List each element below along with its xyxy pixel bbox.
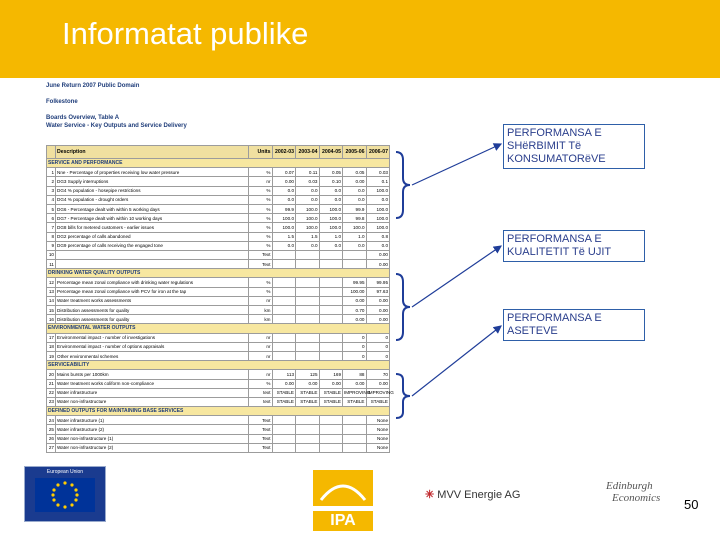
table-cell: [272, 425, 296, 434]
table-cell: %: [249, 186, 273, 195]
table-cell: IMPROVING: [366, 388, 390, 397]
table-row: [47, 397, 390, 406]
table-cell: 1.0: [343, 232, 367, 241]
table-cell: nr: [249, 370, 273, 379]
title-banner: [0, 0, 720, 78]
table-cell: Text: [249, 416, 273, 425]
table-cell: STABLE: [296, 397, 320, 406]
table-cell: [296, 342, 320, 351]
table-row: [47, 370, 390, 379]
table-row: [47, 425, 390, 434]
table-cell: [319, 250, 343, 259]
table-cell: [296, 315, 320, 324]
table-cell: 113: [272, 370, 296, 379]
table-cell: 0: [366, 333, 390, 342]
table-cell: STABLE: [272, 388, 296, 397]
table-cell: 4: [47, 195, 56, 204]
table-cell: 13: [47, 287, 56, 296]
table-row: [47, 306, 390, 315]
table-row: [47, 241, 390, 250]
table-cell: [343, 434, 367, 443]
table-cell: %: [249, 278, 273, 287]
table-cell: STABLE: [319, 397, 343, 406]
table-cell: [319, 351, 343, 360]
table-row: [47, 195, 390, 204]
section-title: SERVICEABILITY: [47, 361, 390, 370]
table-cell: 1.0: [319, 232, 343, 241]
table-cell: 0.0: [343, 241, 367, 250]
table-cell: 0.00: [343, 315, 367, 324]
table-cell: [272, 315, 296, 324]
table-cell: DG4 % population - hosepipe restrictions: [56, 186, 249, 195]
table-cell: Text: [249, 260, 273, 269]
table-cell: 97.63: [366, 287, 390, 296]
table-cell: %: [249, 223, 273, 232]
table-cell: nr: [249, 351, 273, 360]
table-cell: 0.00: [343, 379, 367, 388]
table-row: [47, 296, 390, 305]
table-cell: 0.0: [319, 195, 343, 204]
table-cell: [343, 443, 367, 452]
table-cell: 88: [343, 370, 367, 379]
table-cell: None: [366, 434, 390, 443]
table-cell: 100.0: [296, 214, 320, 223]
table-cell: 0.00: [366, 296, 390, 305]
table-cell: Other environmental schemes: [56, 351, 249, 360]
table-cell: 0: [366, 342, 390, 351]
mvv-logo: [425, 488, 537, 508]
header-cell: 2003-04: [296, 146, 320, 159]
table-cell: Water non-infrastructure: [56, 397, 249, 406]
table-row: [47, 379, 390, 388]
table-cell: 0: [343, 342, 367, 351]
document-heading: June Return 2007 Public Domain: [46, 83, 140, 89]
mvv-star-icon: ✳: [425, 489, 435, 501]
table-cell: [296, 416, 320, 425]
table-cell: [319, 287, 343, 296]
table-cell: 100.0: [343, 223, 367, 232]
header-cell: 2002-03: [272, 146, 296, 159]
table-cell: 0.05: [319, 168, 343, 177]
table-cell: 10: [47, 250, 56, 259]
table-cell: [296, 351, 320, 360]
table-cell: 0.03: [366, 168, 390, 177]
table-cell: None: [366, 443, 390, 452]
table-cell: [272, 443, 296, 452]
eu-logo: [24, 466, 106, 522]
table-cell: Water infrastructure: [56, 388, 249, 397]
table-cell: [272, 260, 296, 269]
table-cell: [296, 278, 320, 287]
table-row: [47, 204, 390, 213]
table-cell: [319, 306, 343, 315]
header-cell: 2005-06: [343, 146, 367, 159]
table-cell: 99.95: [343, 278, 367, 287]
table-row: [47, 416, 390, 425]
table-cell: 0.00: [272, 379, 296, 388]
table-cell: 1: [47, 168, 56, 177]
table-cell: nr: [249, 333, 273, 342]
table-cell: [296, 333, 320, 342]
table-cell: STABLE: [296, 388, 320, 397]
section-title: SERVICE AND PERFORMANCE: [47, 159, 390, 168]
table-cell: Distribution assessments for quality: [56, 306, 249, 315]
table-cell: %: [249, 241, 273, 250]
table-cell: text: [249, 388, 273, 397]
arrow-service: [412, 144, 501, 185]
section-row: [47, 324, 390, 333]
table-cell: 100.0: [319, 223, 343, 232]
header-cell: Description: [56, 146, 249, 159]
table-cell: 23: [47, 397, 56, 406]
table-cell: [319, 278, 343, 287]
table-cell: 0.8: [366, 232, 390, 241]
table-cell: nr: [249, 177, 273, 186]
table-cell: [272, 306, 296, 315]
table-cell: 99.95: [366, 278, 390, 287]
table-cell: [319, 260, 343, 269]
table-cell: 100.0: [366, 223, 390, 232]
table-cell: 99.9: [343, 204, 367, 213]
table-cell: [296, 287, 320, 296]
table-cell: 0.0: [366, 195, 390, 204]
table-cell: 0.0: [343, 195, 367, 204]
table-cell: 22: [47, 388, 56, 397]
table-cell: 0.00: [366, 379, 390, 388]
kpi-table: [46, 145, 394, 453]
table-cell: 14: [47, 296, 56, 305]
table-cell: 100.0: [296, 204, 320, 213]
table-cell: [272, 333, 296, 342]
table-row: [47, 287, 390, 296]
slide-title: Informatat publike: [62, 16, 309, 51]
table-row: [47, 250, 390, 259]
table-cell: Environmental impact - number of investigations: [56, 333, 249, 342]
table-cell: [319, 333, 343, 342]
brace-quality: [394, 272, 412, 342]
callout-water-quality: PERFORMANSA E KUALITETIT Të UJIT: [503, 230, 645, 262]
table-subtitle: Water Service - Key Outputs and Service Delivery: [46, 123, 187, 129]
table-row: [47, 214, 390, 223]
table-cell: [343, 260, 367, 269]
table-cell: [343, 425, 367, 434]
table-cell: 100.0: [366, 214, 390, 223]
table-row: [47, 351, 390, 360]
arrow-quality: [412, 246, 501, 307]
table-cell: 17: [47, 333, 56, 342]
table-cell: [343, 250, 367, 259]
table-cell: [319, 443, 343, 452]
table-row: [47, 260, 390, 269]
embedded-document: [40, 80, 392, 466]
table-cell: [343, 416, 367, 425]
edinburgh-economics-logo: [590, 480, 672, 514]
page-number: 50: [684, 497, 699, 512]
table-row: [47, 232, 390, 241]
table-cell: 27: [47, 443, 56, 452]
section-row: [47, 159, 390, 168]
table-title: Boards Overview, Table A: [46, 115, 120, 121]
table-cell: Environmental impact - number of options appraisals: [56, 342, 249, 351]
table-cell: [319, 342, 343, 351]
table-cell: 125: [296, 370, 320, 379]
table-row: [47, 223, 390, 232]
table-cell: 3: [47, 186, 56, 195]
table-cell: 100.0: [366, 186, 390, 195]
table-cell: 6: [47, 214, 56, 223]
table-cell: [272, 342, 296, 351]
table-cell: 18: [47, 342, 56, 351]
table-cell: 99.9: [272, 204, 296, 213]
table-cell: 0.0: [319, 186, 343, 195]
table-cell: 0.00: [366, 306, 390, 315]
table-cell: 0.03: [296, 177, 320, 186]
mvv-label: MVV Energie AG: [437, 489, 521, 501]
table-cell: [272, 296, 296, 305]
table-cell: 0.00: [366, 260, 390, 269]
table-cell: 100.00: [343, 287, 367, 296]
table-cell: Water treatment works assessments: [56, 296, 249, 305]
table-cell: [296, 443, 320, 452]
table-cell: 70: [366, 370, 390, 379]
table-cell: 99.8: [343, 214, 367, 223]
table-cell: 100.0: [366, 204, 390, 213]
table-header-row: [47, 146, 390, 159]
eu-stars-icon: [25, 475, 105, 515]
table-cell: 1.5: [296, 232, 320, 241]
table-cell: 0.0: [272, 241, 296, 250]
table-cell: DG7 - Percentage dealt with within 10 working days: [56, 214, 249, 223]
table-cell: Water non-infrastructure (2): [56, 443, 249, 452]
table-row: [47, 333, 390, 342]
table-cell: 0.00: [366, 315, 390, 324]
table-cell: %: [249, 195, 273, 204]
header-cell: Units: [249, 146, 273, 159]
table-cell: 26: [47, 434, 56, 443]
table-cell: %: [249, 214, 273, 223]
table-cell: [319, 425, 343, 434]
table-row: [47, 278, 390, 287]
table-cell: [296, 250, 320, 259]
table-row: [47, 177, 390, 186]
table-cell: 1.5: [272, 232, 296, 241]
ipa-logo: [313, 470, 373, 529]
table-cell: 9: [47, 241, 56, 250]
table-row: [47, 168, 390, 177]
table-cell: 0: [366, 351, 390, 360]
brace-assets: [394, 372, 412, 420]
table-cell: 100.0: [319, 214, 343, 223]
table-cell: [296, 306, 320, 315]
table-cell: Percentage mean zonal compliance with drinking water regulations: [56, 278, 249, 287]
header-cell: 2006-07: [366, 146, 390, 159]
table-cell: 0.0: [272, 195, 296, 204]
table-cell: 0.00: [366, 250, 390, 259]
table-cell: 0.00: [319, 379, 343, 388]
header-cell: 2004-05: [319, 146, 343, 159]
table-cell: 0.0: [343, 186, 367, 195]
table-cell: 0.00: [343, 296, 367, 305]
section-row: [47, 269, 390, 278]
table-cell: 0.07: [272, 168, 296, 177]
table-cell: [56, 250, 249, 259]
table-cell: DG6 - Percentage dealt with within 5 working days: [56, 204, 249, 213]
table-cell: nr: [249, 296, 273, 305]
table-cell: [319, 296, 343, 305]
ipa-arc-icon: [313, 470, 373, 506]
table-cell: nr: [249, 342, 273, 351]
table-cell: 12: [47, 278, 56, 287]
table-cell: 0.10: [319, 177, 343, 186]
table-cell: Mains bursts per 1000km: [56, 370, 249, 379]
document-company: Folkestone: [46, 99, 78, 105]
table-cell: [272, 287, 296, 296]
table-cell: [272, 351, 296, 360]
eu-label: European Union: [46, 469, 84, 475]
table-cell: [319, 434, 343, 443]
table-cell: 0.00: [272, 177, 296, 186]
callout-service-performance: PERFORMANSA E SHëRBIMIT Të KONSUMATORëVE: [503, 124, 645, 169]
table-cell: %: [249, 204, 273, 213]
table-cell: Text: [249, 250, 273, 259]
economics-label: Economics: [612, 492, 661, 504]
table-cell: Water infrastructure (2): [56, 425, 249, 434]
table-cell: Water non-infrastructure (1): [56, 434, 249, 443]
table-cell: DG9 percentage of calls receiving the engaged tone: [56, 241, 249, 250]
table-row: [47, 186, 390, 195]
table-cell: Distribution assessments for quality: [56, 315, 249, 324]
table-cell: text: [249, 397, 273, 406]
table-cell: km: [249, 315, 273, 324]
table-cell: 5: [47, 204, 56, 213]
table-cell: 100.0: [319, 204, 343, 213]
table-cell: 24: [47, 416, 56, 425]
table-cell: %: [249, 168, 273, 177]
table-cell: Text: [249, 434, 273, 443]
table-cell: 0.0: [296, 186, 320, 195]
ipa-label: IPA: [313, 511, 373, 531]
table-cell: Nne - Percentage of properties receiving low water pressure: [56, 168, 249, 177]
table-cell: 0.05: [343, 168, 367, 177]
table-cell: 8: [47, 232, 56, 241]
table-cell: 0.0: [366, 241, 390, 250]
section-title: DEFINED OUTPUTS FOR MAINTAINING BASE SERVICES: [47, 407, 390, 416]
table-cell: 7: [47, 223, 56, 232]
table-cell: 2: [47, 177, 56, 186]
table-cell: Water infrastructure (1): [56, 416, 249, 425]
table-row: [47, 315, 390, 324]
section-row: [47, 361, 390, 370]
table-cell: [296, 296, 320, 305]
table-cell: STABLE: [272, 397, 296, 406]
table-cell: DG4 % population - drought orders: [56, 195, 249, 204]
table-cell: 0: [343, 333, 367, 342]
table-cell: STABLE: [343, 397, 367, 406]
table-cell: 169: [319, 370, 343, 379]
table-cell: 0.00: [343, 177, 367, 186]
table-cell: 0.0: [272, 186, 296, 195]
table-cell: 0.11: [296, 168, 320, 177]
table-cell: %: [249, 287, 273, 296]
table-row: [47, 443, 390, 452]
table-cell: None: [366, 416, 390, 425]
header-cell: [47, 146, 56, 159]
table-cell: Text: [249, 425, 273, 434]
table-cell: [319, 315, 343, 324]
table-cell: 21: [47, 379, 56, 388]
table-cell: 25: [47, 425, 56, 434]
callout-asset-performance: PERFORMANSA E ASETEVE: [503, 309, 645, 341]
table-cell: 0.70: [343, 306, 367, 315]
table-cell: [272, 416, 296, 425]
section-title: DRINKING WATER QUALITY OUTPUTS: [47, 269, 390, 278]
table-cell: 0.0: [296, 195, 320, 204]
table-cell: [272, 434, 296, 443]
table-cell: Percentage mean zonal compliance with PCV for iron at the tap: [56, 287, 249, 296]
table-cell: 0.00: [296, 379, 320, 388]
arrow-assets: [412, 326, 501, 396]
table-cell: 15: [47, 306, 56, 315]
table-cell: 11: [47, 260, 56, 269]
table-cell: 20: [47, 370, 56, 379]
table-cell: 16: [47, 315, 56, 324]
table-cell: Text: [249, 443, 273, 452]
table-cell: DG2 percentage of calls abandoned: [56, 232, 249, 241]
table-cell: 0.0: [296, 241, 320, 250]
table-cell: km: [249, 306, 273, 315]
table-cell: 0: [343, 351, 367, 360]
table-cell: %: [249, 232, 273, 241]
table-cell: [56, 260, 249, 269]
table-cell: [296, 434, 320, 443]
table-cell: %: [249, 379, 273, 388]
table-cell: STABLE: [319, 388, 343, 397]
table-cell: DG3 Supply interruptions: [56, 177, 249, 186]
table-row: [47, 434, 390, 443]
table-row: [47, 342, 390, 351]
table-cell: Water treatment works coliform non-compliance: [56, 379, 249, 388]
table-cell: 100.0: [272, 223, 296, 232]
brace-service: [394, 150, 412, 220]
table-row: [47, 388, 390, 397]
table-cell: STABLE: [366, 397, 390, 406]
table-cell: 0.0: [319, 241, 343, 250]
table-cell: None: [366, 425, 390, 434]
table-cell: 19: [47, 351, 56, 360]
table-cell: 0.1: [366, 177, 390, 186]
table-cell: [296, 425, 320, 434]
table-cell: 100.0: [272, 214, 296, 223]
edinburgh-label: Edinburgh: [606, 480, 653, 492]
table-cell: 100.0: [296, 223, 320, 232]
section-row: [47, 407, 390, 416]
section-title: ENVIRONMENTAL WATER OUTPUTS: [47, 324, 390, 333]
table-cell: IMPROVING: [343, 388, 367, 397]
table-cell: [319, 416, 343, 425]
table-cell: [272, 278, 296, 287]
table-cell: DG8 bills for metered customers - earlier issues: [56, 223, 249, 232]
table-cell: [272, 250, 296, 259]
table-cell: [296, 260, 320, 269]
